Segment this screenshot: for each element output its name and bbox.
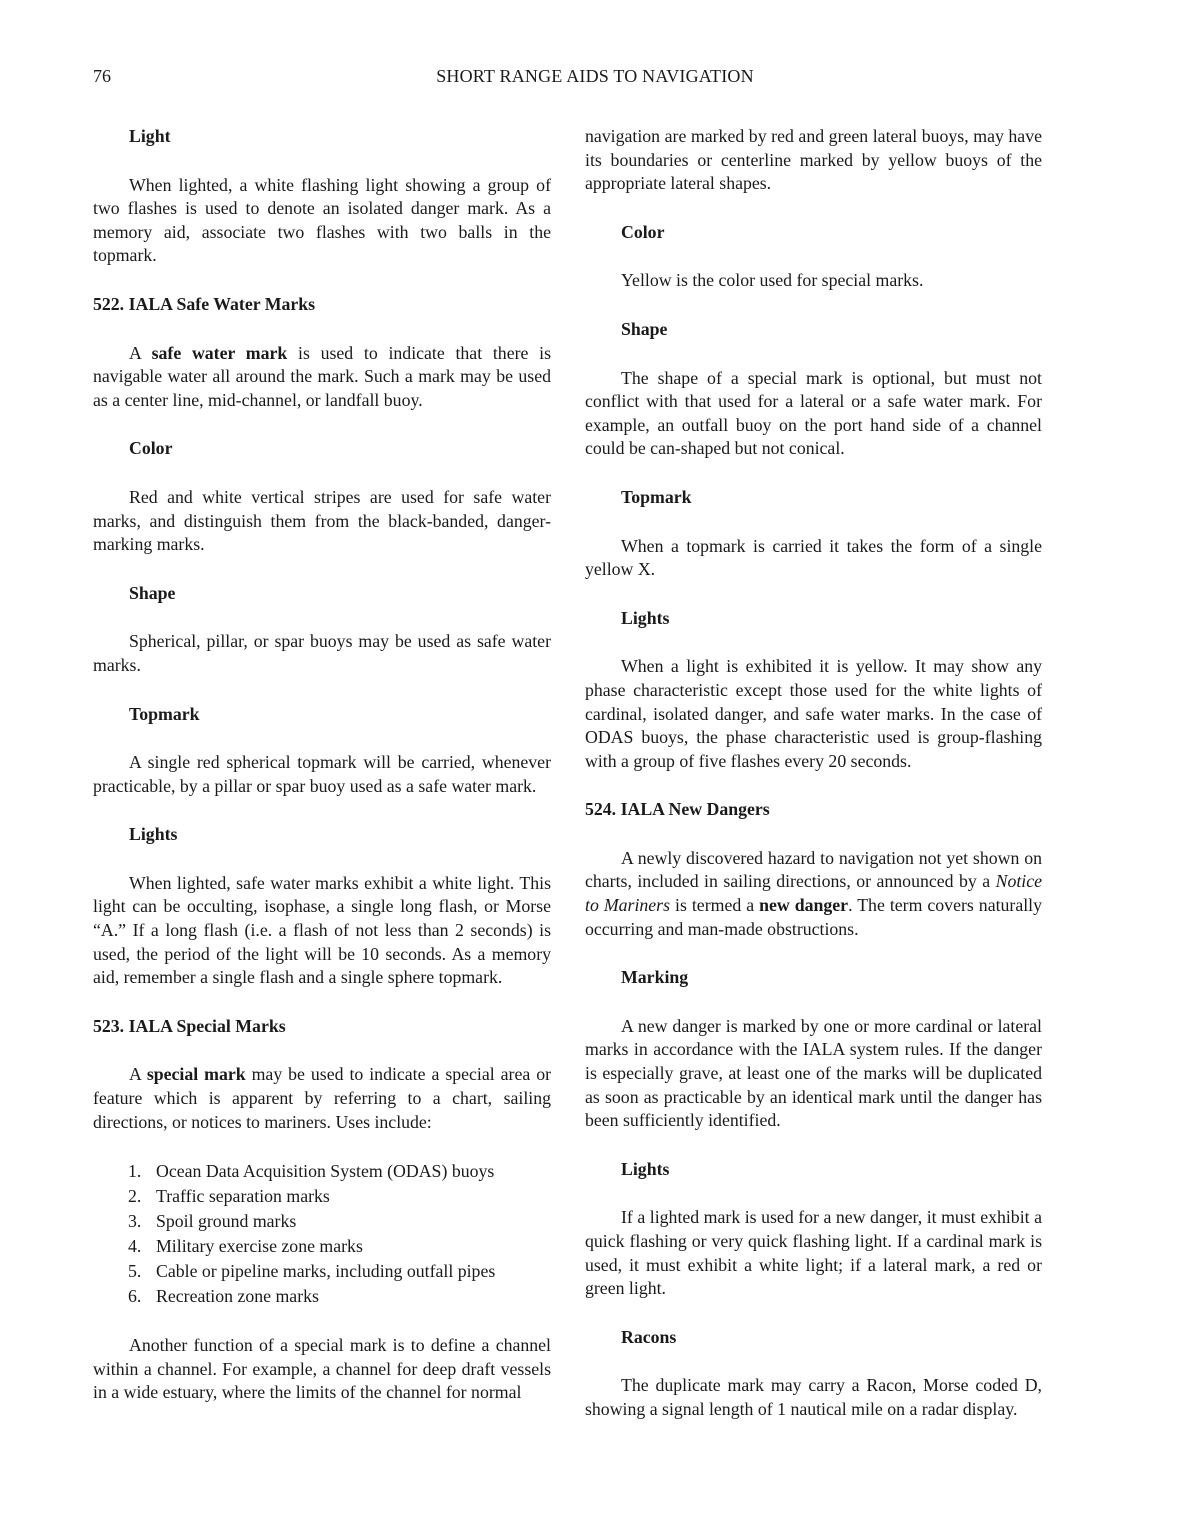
- shape-subheading: Shape: [621, 318, 668, 339]
- section-523-heading: 523. IALA Special Marks: [93, 1015, 286, 1036]
- topmark-paragraph: When a topmark is carried it takes the form of a single yellow X.: [585, 535, 1042, 580]
- topmark-paragraph: A single red spherical topmark will be carried, whenever practicable, by a pillar or spar buoy used as a safe water mark.: [93, 752, 551, 796]
- shape-paragraph: Spherical, pillar, or spar buoys may be used as safe water marks.: [93, 631, 551, 675]
- list-item: 6. Recreation zone marks: [128, 1286, 319, 1307]
- section-522-heading: 522. IALA Safe Water Marks: [93, 293, 316, 314]
- color-paragraph: Red and white vertical stripes are used for safe water marks, and distinguish them from the black-banded, danger-marking marks.: [93, 486, 551, 555]
- marking-subheading: Marking: [621, 967, 689, 988]
- racons-paragraph: The duplicate mark may carry a Racon, Morse coded D, showing a signal length of 1 nautical mile on a radar display.: [585, 1375, 1042, 1419]
- notice-to-mariners-title: Notice to Mariners: [585, 871, 1042, 916]
- lights-subheading: Lights: [129, 824, 178, 845]
- term-new-danger: new danger: [759, 895, 849, 916]
- lights-subheading: Lights: [621, 1158, 670, 1179]
- section-524-heading: 524. IALA New Dangers: [585, 799, 770, 820]
- section-522-intro: A safe water mark is used to indicate that there is navigable water all around the mark. Such a mark may be used as a center line, mid-channel, or landfall buoy.: [93, 342, 551, 410]
- color-subheading: Color: [129, 438, 173, 459]
- right-column: [585, 125, 1042, 1422]
- channel-paragraph: Another function of a special mark is to define a channel within a channel. For example, a channel for deep draft vessels in a wide estuary, where the limits of the channel for normal: [93, 1335, 551, 1403]
- lights-paragraph: If a lighted mark is used for a new danger, it must exhibit a quick flashing or very quick flashing light. If a cardinal mark is used, it must exhibit a white light; if a lateral mark, a red or green light.: [585, 1207, 1042, 1299]
- continued-paragraph: navigation are marked by red and green lateral buoys, may have its boundaries or centerline marked by yellow buoys of the appropriate lateral shapes.: [585, 126, 1042, 194]
- light-subheading: Light: [129, 126, 171, 146]
- term-special-mark: special mark: [146, 1064, 246, 1085]
- list-item: 2. Traffic separation marks: [128, 1186, 330, 1207]
- racons-subheading: Racons: [621, 1326, 677, 1347]
- list-item: 1. Ocean Data Acquisition System (ODAS) buoys: [128, 1161, 495, 1182]
- lights-paragraph: When a light is exhibited it is yellow. It may show any phase characteristic except those used for the white lights of cardinal, isolated danger, and safe water marks. In the case of ODAS buoys, the phase characteristic used is group-flashing with a group of five flashes every 20 seconds.: [585, 656, 1042, 771]
- page-number: 76: [93, 66, 111, 86]
- topmark-subheading: Topmark: [621, 486, 692, 507]
- lights-paragraph: When lighted, safe water marks exhibit a white light. This light can be occulting, isophase, a single long flash, or Morse “A.” If a long flash (i.e. a flash of not less than 2 seconds) is used, the period of the light will be 10 seconds. As a memory aid, remember a single flash and a single sphere topmark.: [93, 872, 551, 988]
- list-item: 5. Cable or pipeline marks, including outfall pipes: [128, 1261, 496, 1282]
- section-523-intro: A special mark may be used to indicate a special area or feature which is apparent by referring to a chart, sailing directions, or notices to mariners. Uses include:: [93, 1064, 552, 1132]
- list-item: 4. Military exercise zone marks: [128, 1236, 363, 1257]
- section-524-intro: A newly discovered hazard to navigation not yet shown on charts, included in sailing directions, or announced by a Notice to Mariners is termed a new danger. The term covers naturally occurring and man-made obstructions.: [585, 847, 1042, 939]
- color-subheading: Color: [621, 221, 665, 242]
- lights-subheading: Lights: [621, 607, 670, 628]
- color-paragraph: Yellow is the color used for special marks.: [621, 270, 924, 291]
- shape-subheading: Shape: [129, 582, 176, 603]
- list-item: 3. Spoil ground marks: [128, 1211, 297, 1232]
- shape-paragraph: The shape of a special mark is optional, but must not conflict with that used for a lateral or a safe water mark. For example, an outfall buoy on the port hand side of a channel could be can-shaped but not conical.: [585, 367, 1042, 459]
- uses-list: [93, 1159, 551, 1309]
- running-title: SHORT RANGE AIDS TO NAVIGATION: [436, 66, 754, 86]
- topmark-subheading: Topmark: [129, 703, 200, 724]
- left-column: [93, 125, 551, 1405]
- light-paragraph: When lighted, a white flashing light showing a group of two flashes is used to denote an isolated danger mark. As a memory aid, associate two flashes with two balls in the topmark.: [93, 174, 551, 266]
- term-safe-water-mark: safe water mark: [151, 342, 288, 363]
- marking-paragraph: A new danger is marked by one or more cardinal or lateral marks in accordance with the IALA system rules. If the danger is especially grave, at least one of the marks will be duplicated as soon as practicable by an identical mark until the danger has been sufficiently identified.: [585, 1015, 1042, 1131]
